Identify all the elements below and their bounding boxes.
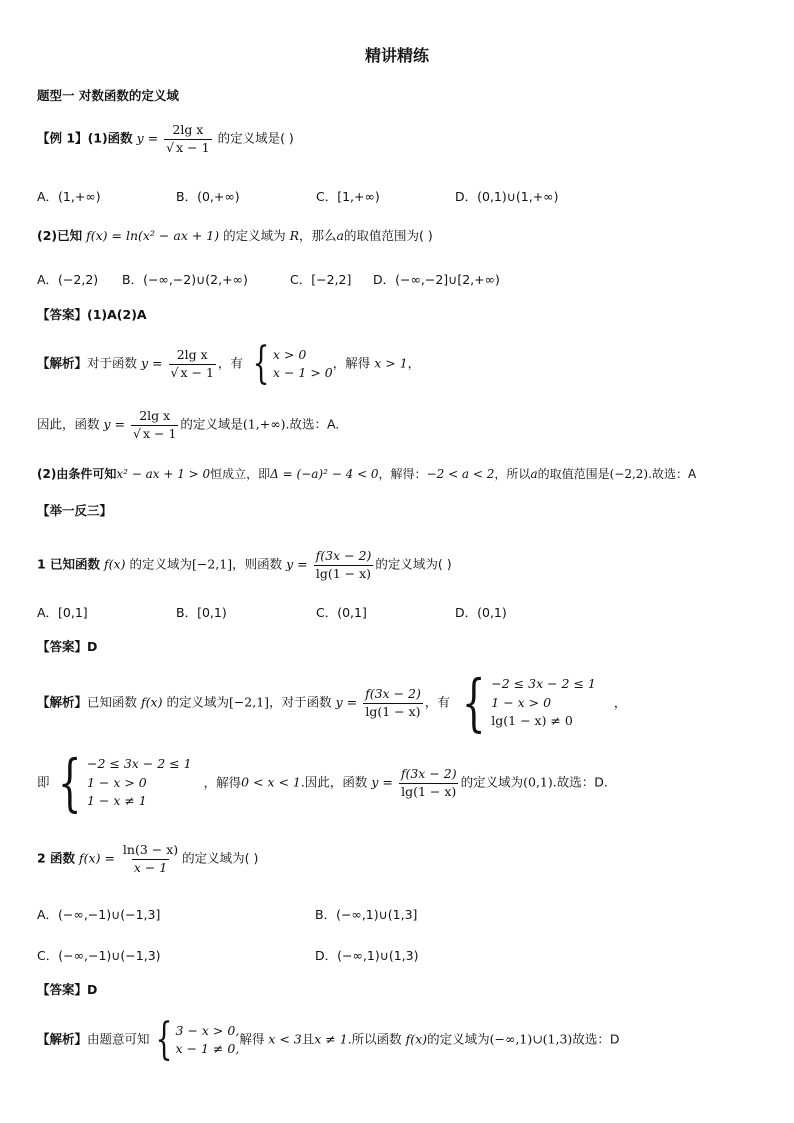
q2-question xyxy=(37,844,258,874)
q1-fx: f(x) xyxy=(141,694,163,710)
analysis-text: 对于函数 xyxy=(87,355,138,371)
example1-part2-option-b: B．(−∞,−2)∪(2,+∞) xyxy=(122,272,248,287)
analysis-expr: Δ = (−a)² − 4 < 0 xyxy=(270,467,379,481)
analysis-text: 的取值范围是 xyxy=(537,467,610,481)
q1-fraction xyxy=(363,688,423,718)
q2-analysis xyxy=(37,1014,620,1065)
analysis-text: ，有 xyxy=(424,694,450,710)
system-line: 1 − x ≠ 1 xyxy=(86,793,147,809)
q1-analysis-line1 xyxy=(37,666,627,739)
system-line: 3 − x > 0, xyxy=(175,1022,240,1038)
brace-icon: { xyxy=(155,1014,172,1065)
analysis-text: 已知函数 xyxy=(87,694,138,710)
inequality-system xyxy=(50,746,192,819)
example1-part2-option-a: A．(−2,2) xyxy=(37,272,99,287)
analysis-text: ，解得 xyxy=(203,774,242,790)
analysis-domain: (1,+∞) xyxy=(242,416,286,432)
example1-part2-option-d: D．(−∞,−2]∪[2,+∞) xyxy=(373,272,500,287)
q1-question xyxy=(37,550,452,580)
analysis-label: 【解析】 xyxy=(37,694,88,710)
analysis-text: ，解得 xyxy=(332,355,371,371)
analysis-text: .所以函数 xyxy=(347,1031,402,1047)
q1-option-a: A．[0,1] xyxy=(37,605,88,620)
example1-part1-prefix: (1)函数 xyxy=(87,130,133,146)
brace-icon: { xyxy=(252,338,270,389)
q2-answer: 【答案】D xyxy=(37,982,98,997)
analysis-text: 的定义域为 xyxy=(460,774,524,790)
example1-answer: 【答案】(1)A(2)A xyxy=(37,307,147,322)
inequality-system xyxy=(454,666,596,739)
part2-function: f(x) = ln(x² − ax + 1) xyxy=(86,228,220,243)
q1-option-b: B．[0,1) xyxy=(176,605,227,620)
example1-analysis-line2 xyxy=(37,410,339,440)
analysis-text: ，有 xyxy=(217,355,243,371)
analysis-expr: (0,1) xyxy=(523,774,553,790)
example1-part1-suffix: 的定义域是( ) xyxy=(217,130,294,146)
sqrt-radicand: x − 1 xyxy=(142,425,177,441)
q2-option-d: D．(−∞,1)∪(1,3) xyxy=(315,948,419,963)
system-line: −2 ≤ 3x − 2 ≤ 1 xyxy=(86,756,192,772)
fraction-numerator: 2lg x xyxy=(176,347,208,362)
fraction-denominator: √ x − 1 xyxy=(170,364,214,380)
analysis-expr: (−2,2) xyxy=(609,467,649,481)
analysis-text: ， xyxy=(407,355,421,371)
practice-heading: 【举一反三】 xyxy=(37,503,113,518)
q2-suffix: 的定义域为( ) xyxy=(182,850,259,866)
q1-prefix: 1 已知函数 xyxy=(37,556,101,572)
q1-fraction xyxy=(399,768,459,798)
example1-question xyxy=(37,124,294,154)
fraction-numerator: 2lg x xyxy=(139,408,171,423)
part2-suffix: 的取值范围为( ) xyxy=(344,228,433,243)
example1-label: 【例 1】 xyxy=(37,130,88,146)
analysis-text: .故选：D. xyxy=(552,774,608,790)
fraction-denominator: lg(1 − x) xyxy=(315,565,372,581)
system-line: x > 0 xyxy=(272,346,307,362)
system-line: −2 ≤ 3x − 2 ≤ 1 xyxy=(491,676,596,692)
sqrt-radicand: x − 1 xyxy=(176,139,210,155)
analysis-expr: (−∞,1)∪(1,3) xyxy=(489,1031,573,1047)
analysis-expr: x < 3 xyxy=(268,1031,302,1047)
fraction-numerator: 2lg x xyxy=(172,122,204,137)
analysis-text: .故选：A. xyxy=(285,416,340,432)
section-heading: 题型一 对数函数的定义域 xyxy=(37,88,179,103)
system-line: x − 1 > 0 xyxy=(272,365,333,380)
analysis-text: 故选：D xyxy=(572,1031,620,1047)
q1-option-c: C．(0,1] xyxy=(316,605,367,620)
analysis-expr: −2 < a < 2 xyxy=(426,467,495,481)
analysis-text: 的定义域是 xyxy=(180,416,243,432)
example1-fn-lhs: y = xyxy=(136,130,159,146)
q2-option-b: B．(−∞,1)∪(1,3] xyxy=(315,907,418,922)
system-line: 1 − x > 0 xyxy=(86,774,147,790)
analysis-text: ，解得： xyxy=(378,467,427,481)
q1-suffix: 的定义域为( ) xyxy=(375,556,452,572)
fraction-numerator: f(3x − 2) xyxy=(400,766,457,781)
analysis-text: 且 xyxy=(301,1031,315,1047)
q2-lhs: f(x) = xyxy=(79,850,115,866)
example1-fraction xyxy=(164,124,211,154)
q1-answer: 【答案】D xyxy=(37,639,98,654)
example1-option-c: C．[1,+∞) xyxy=(316,189,380,204)
fraction-denominator: lg(1 − x) xyxy=(365,703,421,719)
q1-lhs: y = xyxy=(286,556,308,572)
q1-domain: [−2,1] xyxy=(228,694,270,710)
system-line: 1 − x > 0 xyxy=(491,694,552,710)
q2-option-a: A．(−∞,−1)∪(−1,3] xyxy=(37,907,161,922)
analysis-fn-lhs: y = xyxy=(103,416,126,432)
analysis-expr: f(x) xyxy=(405,1031,428,1047)
system-line: lg(1 − x) ≠ 0 xyxy=(491,713,573,729)
q1-analysis-line2 xyxy=(37,746,608,819)
analysis-fraction xyxy=(169,349,216,379)
q1-text: ，则函数 xyxy=(232,556,283,572)
q2-option-c: C．(−∞,−1)∪(−1,3) xyxy=(37,948,161,963)
part2-mid: 的定义域为 xyxy=(223,228,286,243)
sqrt-radicand: x − 1 xyxy=(180,364,214,380)
fraction-denominator: √ x − 1 xyxy=(166,139,210,155)
example1-part2-option-c: C．[−2,2] xyxy=(290,272,352,287)
brace-icon: { xyxy=(461,666,486,739)
q1-lhs: y = xyxy=(371,774,393,790)
inequality-system xyxy=(247,338,333,389)
example1-option-d: D．(0,1)∪(1,+∞) xyxy=(455,189,559,204)
analysis-text: .故选：A xyxy=(648,467,697,481)
example1-analysis-line3 xyxy=(37,468,696,480)
analysis-text: ， xyxy=(613,694,627,710)
analysis-expr: x ≠ 1 xyxy=(314,1031,348,1047)
analysis-expr: x² − ax + 1 > 0 xyxy=(116,467,211,481)
analysis-text: 解得 xyxy=(239,1031,265,1047)
system-line: x − 1 ≠ 0, xyxy=(175,1041,240,1056)
q2-fraction xyxy=(121,844,180,874)
analysis-text: 的定义域为 xyxy=(166,694,229,710)
analysis-text: ，对于函数 xyxy=(269,694,332,710)
page-title: 精讲精练 xyxy=(364,46,429,65)
fraction-numerator: ln(3 − x) xyxy=(122,842,179,857)
analysis-expr: a xyxy=(530,467,538,481)
q1-domain: [−2,1] xyxy=(191,556,233,572)
q1-option-d: D．(0,1) xyxy=(455,605,507,620)
fraction-denominator: √ x − 1 xyxy=(133,425,177,441)
analysis-fn-lhs: y = xyxy=(141,355,163,371)
brace-icon: { xyxy=(57,746,82,819)
part2-mid2: ，那么 xyxy=(299,228,337,243)
example1-analysis-line1 xyxy=(37,338,421,389)
q1-fraction xyxy=(314,550,374,580)
part2-prefix: (2)已知 xyxy=(37,228,83,243)
part2-a: a xyxy=(336,228,344,243)
q1-fx: f(x) xyxy=(104,556,126,572)
q2-prefix: 2 函数 xyxy=(37,850,76,866)
q1-lhs: y = xyxy=(335,694,358,710)
analysis-expr: 0 < x < 1 xyxy=(241,774,301,790)
analysis-text: 的定义域为 xyxy=(427,1031,490,1047)
inequality-system xyxy=(150,1014,240,1065)
example1-part2-question xyxy=(37,230,433,243)
analysis-text: (2)由条件可知 xyxy=(37,467,117,481)
fraction-denominator: x − 1 xyxy=(133,859,168,875)
analysis-solution: x > 1 xyxy=(374,355,408,371)
analysis-text: 由题意可知 xyxy=(87,1031,150,1047)
analysis-text: ，所以 xyxy=(494,467,531,481)
example1-option-a: A．(1,+∞) xyxy=(37,189,101,204)
analysis-text: 因此，函数 xyxy=(37,416,100,432)
fraction-denominator: lg(1 − x) xyxy=(401,783,457,799)
analysis-fraction xyxy=(131,410,178,440)
analysis-text: 即 xyxy=(37,774,50,790)
q1-text: 的定义域为 xyxy=(129,556,192,572)
fraction-numerator: f(3x − 2) xyxy=(365,686,421,701)
part2-r: R xyxy=(289,228,300,243)
analysis-label: 【解析】 xyxy=(37,355,88,371)
analysis-text: .因此，函数 xyxy=(300,774,368,790)
analysis-text: 恒成立，即 xyxy=(210,467,271,481)
fraction-numerator: f(3x − 2) xyxy=(315,548,372,563)
example1-option-b: B．(0,+∞) xyxy=(176,189,240,204)
analysis-label: 【解析】 xyxy=(37,1031,88,1047)
